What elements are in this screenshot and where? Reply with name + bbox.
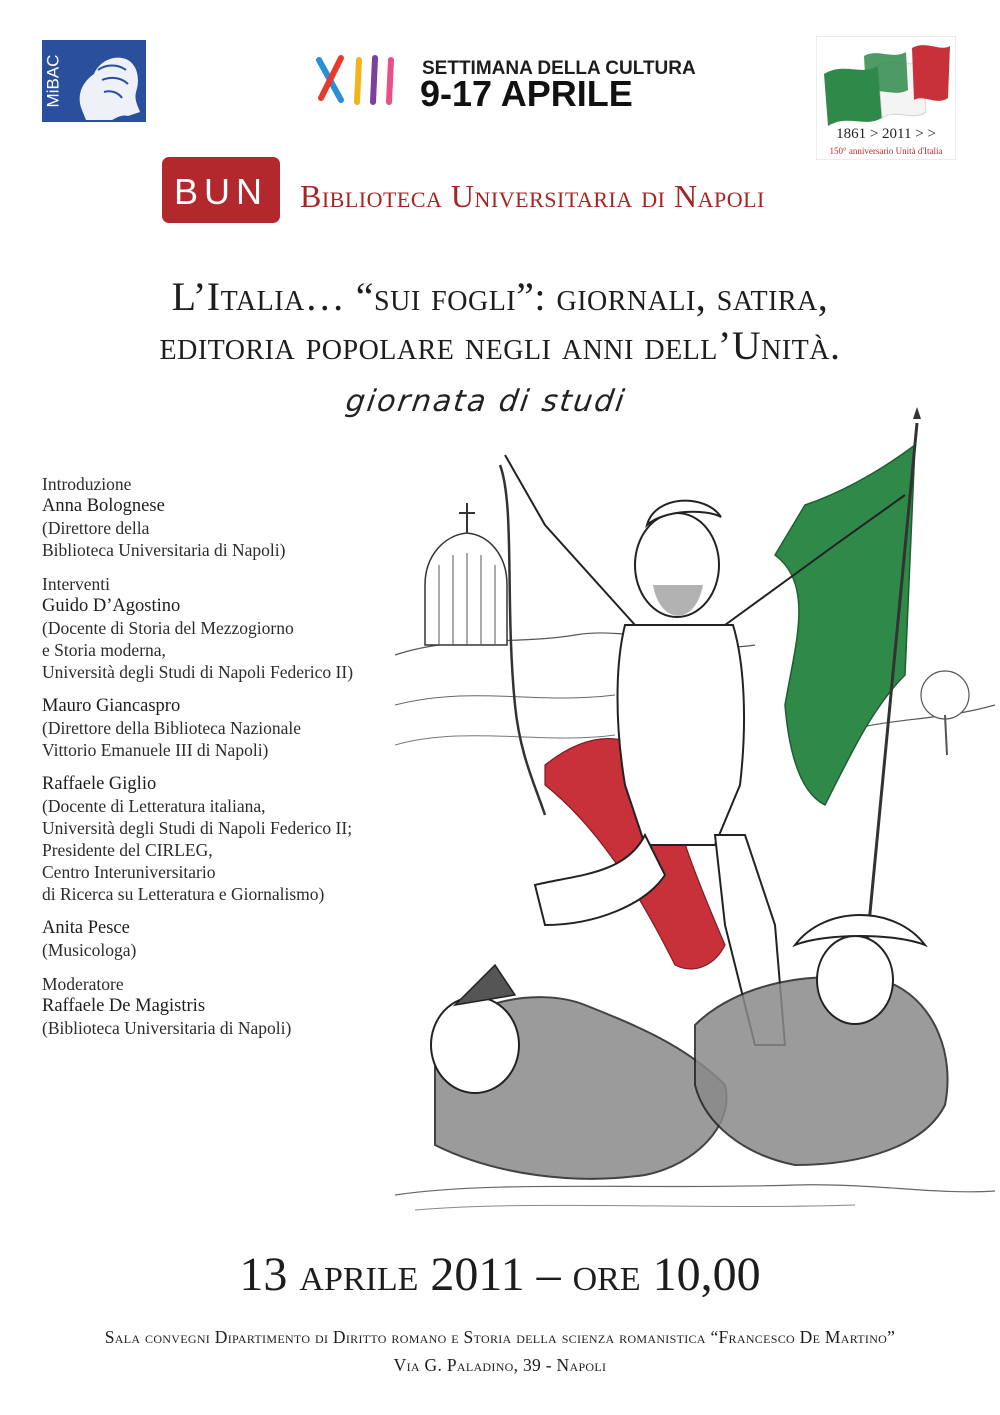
program-role: Interventi xyxy=(42,574,111,594)
event-title-line2: editoria popolare negli anni dell’Unità. xyxy=(159,323,841,368)
program-item xyxy=(42,773,422,905)
speaker-affiliation: Università degli Studi di Napoli Federico II; xyxy=(42,818,353,838)
speaker-affiliation: (Biblioteca Universitaria di Napoli) xyxy=(42,1018,292,1038)
speaker-affiliation: Presidente del CIRLEG, xyxy=(42,840,213,860)
event-title-line1: L’Italia… “sui fogli”: giornali, satira, xyxy=(171,274,829,319)
speaker-affiliation: Università degli Studi di Napoli Federico II) xyxy=(42,662,354,682)
event-subtitle: giornata di studi xyxy=(343,384,629,419)
settimana-dates: 9-17 APRILE xyxy=(420,73,633,114)
anniversary-years: 1861 > 2011 > > xyxy=(836,126,936,142)
speaker-affiliation: di Ricerca su Letteratura e Giornalismo) xyxy=(42,884,325,904)
speaker-name: Raffaele De Magistris xyxy=(42,996,206,1016)
program-item xyxy=(42,573,422,683)
program-item xyxy=(42,973,422,1039)
speaker-name: Mauro Giancaspro xyxy=(42,696,181,716)
program-item xyxy=(42,473,422,561)
speaker-affiliation: Biblioteca Universitaria di Napoli) xyxy=(42,540,286,560)
speaker-affiliation: Vittorio Emanuele III di Napoli) xyxy=(42,740,269,760)
program-list xyxy=(42,473,422,1051)
speaker-name: Anna Bolognese xyxy=(42,496,165,516)
event-date-time: 13 aprile 2011 – ore 10,00 xyxy=(239,1248,761,1301)
bun-logo-text: BUN xyxy=(173,171,268,212)
mibac-logo xyxy=(42,40,146,122)
speaker-name: Guido D’Agostino xyxy=(42,596,181,616)
settimana-title: SETTIMANA DELLA CULTURA xyxy=(422,58,696,79)
speaker-affiliation: (Musicologa) xyxy=(42,940,137,960)
anniversary-subtitle: 150° anniversario Unità d'Italia xyxy=(829,146,943,156)
library-name: Biblioteca Universitaria di Napoli xyxy=(300,178,765,214)
settimana-logo-icon xyxy=(315,52,410,107)
speaker-name: Anita Pesce xyxy=(42,918,130,938)
speaker-affiliation: (Direttore della Biblioteca Nazionale xyxy=(42,718,301,738)
bun-logo xyxy=(162,157,280,223)
speaker-affiliation: Centro Interuniversitario xyxy=(42,862,216,882)
mibac-logo-text: MiBAC xyxy=(43,54,62,108)
program-role: Moderatore xyxy=(42,974,124,994)
speaker-name: Raffaele Giglio xyxy=(42,774,157,794)
program-item xyxy=(42,695,422,761)
speaker-affiliation: (Direttore della xyxy=(42,518,150,538)
speaker-affiliation: (Docente di Storia del Mezzogiorno xyxy=(42,618,294,638)
event-venue: Sala convegni Dipartimento di Diritto romano e Storia della scienza romanistica “Francesco De Martino” xyxy=(104,1327,896,1347)
garibaldi-flag-illustration xyxy=(395,405,995,1225)
program-role: Introduzione xyxy=(42,474,132,494)
event-address: Via G. Paladino, 39 - Napoli xyxy=(393,1355,607,1375)
speaker-affiliation: e Storia moderna, xyxy=(42,640,166,660)
mibac-head-icon xyxy=(42,40,146,122)
speaker-affiliation: (Docente di Letteratura italiana, xyxy=(42,796,266,816)
program-item xyxy=(42,917,422,961)
